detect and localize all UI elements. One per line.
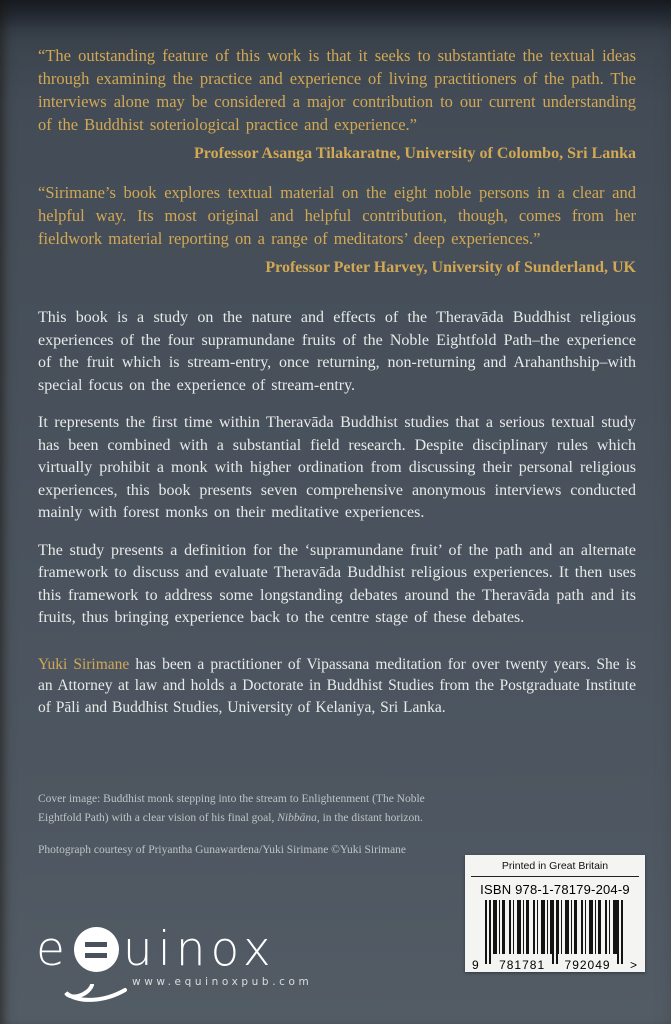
logo-letter-e: e [36, 922, 70, 977]
review-quote-1-attribution: Professor Asanga Tilakaratne, University of Colombo, Sri Lanka [194, 145, 636, 162]
equals-bar-top [85, 942, 107, 947]
review-quote-2: “Sirimane’s book explores textual material on the eight noble persons in a clear and helpful way. Its most original and helpful contribution, though, comes from her fieldwork material reporting on a range of meditators’ deep experiences.” [38, 183, 636, 248]
isbn-label: ISBN 978-1-78179-204-9 [480, 882, 630, 897]
barcode-digits-right: 792049 [564, 958, 611, 972]
equinox-publisher-logo [36, 922, 313, 988]
cover-image-credit-tail: , in the distant horizon. [316, 812, 423, 824]
cover-image-credit-text: Cover image: Buddhist monk stepping into the stream to Enlightenment (The Noble Eightfold Path) with a clear vision of his final goal, [38, 793, 425, 824]
author-bio-text: has been a practitioner of Vipassana meditation for over twenty years. She is an Attorney at law and holds a Doctorate in Buddhist Studies from the Postgraduate Institute of Pāli and Buddhist Studies, University of Kelaniya, Sri Lanka. [38, 655, 636, 716]
barcode-guard-right [617, 900, 623, 964]
photograph-credit: Photograph courtesy of Priyantha Gunawardena/Yuki Sirimane ©Yuki Sirimane [38, 844, 407, 856]
barcode-digits-left: 781781 [499, 958, 546, 972]
description-paragraph-3: The study presents a definition for the ‘supramundane fruit’ of the path and an alternate framework to discuss and evaluate Theravāda Buddhist religious experiences. It then uses this framework to address some longstanding debates around the Theravāda path and its fruits, thus bringing experience back to the centre stage of these debates. [38, 541, 636, 626]
barcode-guard-middle [552, 900, 558, 964]
equals-bar-bottom [85, 953, 107, 958]
description-paragraph-1: This book is a study on the nature and effects of the Theravāda Buddhist religious experiences of the four supramundane fruits of the Noble Eightfold Path–the experience of the fruit which is stream-entry, once returning, non-returning and Arahanthship–with special focus on the experience of stream-entry. [38, 309, 636, 394]
barcode-panel [465, 855, 645, 972]
equinox-logo-wordmark [36, 922, 312, 977]
author-bio [38, 654, 636, 719]
barcode-digits [472, 958, 638, 972]
review-quote-1: “The outstanding feature of this work is that it seeks to substantiate the textual ideas through examining the practice and experience of living practitioners of the path. The interviews alone may be considered a major contribution to our current understanding of the Buddhist soteriological practice and experience.” [38, 46, 636, 134]
barcode-arrow: > [629, 958, 638, 972]
printed-in-label: Printed in Great Britain [471, 857, 639, 877]
publisher-website: www.equinoxpub.com [132, 976, 313, 988]
equinox-q-icon [74, 927, 119, 972]
logo-letters-uinox: uinox [122, 922, 276, 977]
author-name: Yuki Sirimane [38, 655, 130, 673]
equinox-q-tail [62, 967, 128, 1014]
credits-block [38, 790, 458, 860]
review-quote-2-attribution: Professor Peter Harvey, University of Sunderland, UK [265, 259, 636, 276]
cover-image-credit [38, 790, 458, 828]
barcode-digit-lead: 9 [472, 958, 480, 972]
barcode-guard-left [485, 900, 491, 964]
ean-barcode [472, 900, 638, 972]
book-description [38, 307, 636, 630]
cover-image-credit-italic: Nibbāna [277, 812, 317, 824]
description-paragraph-2: It represents the first time within Theravāda Buddhist studies that a serious textual study has been combined with a substantial field research. Despite disciplinary rules which virtually prohibit a monk with higher ordination from discussing their personal religious experiences, this book presents seven comprehensive anonymous interviews conducted mainly with forest monks on their meditative experiences. [38, 414, 636, 521]
equinox-q-circle [74, 927, 119, 972]
